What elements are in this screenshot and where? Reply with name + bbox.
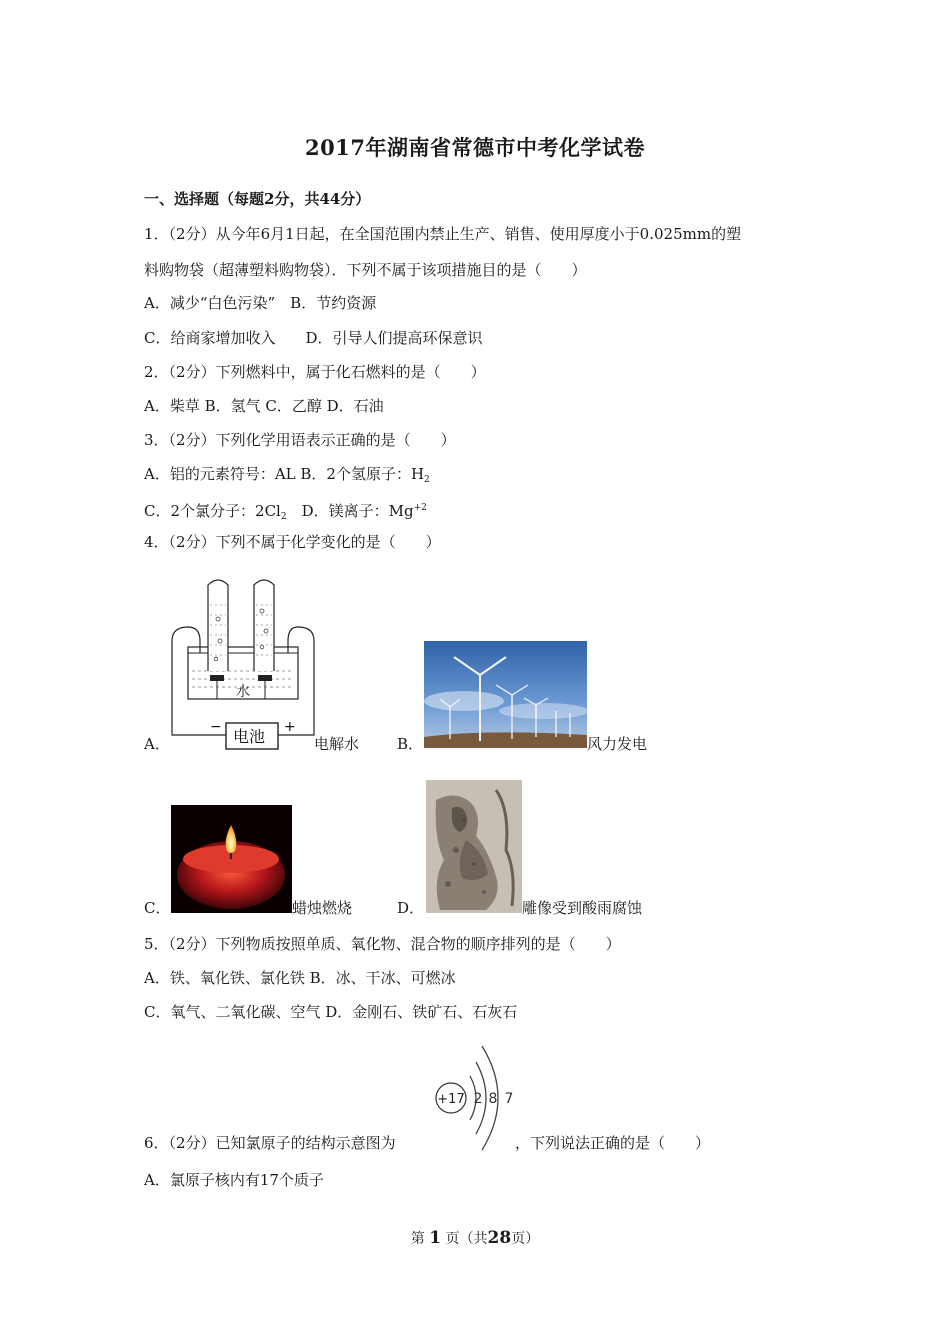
q3-options-cd: C．2个氯分子：$2Cl_2$ D．镁离子：$Mg^{+2}$ bbox=[144, 502, 427, 522]
shell-3-electrons: 7 bbox=[504, 1091, 514, 1107]
q4-option-b-label: B． bbox=[397, 735, 424, 753]
page-title: 2017年湖南省常德市中考化学试卷 bbox=[305, 135, 645, 160]
q4-option-c-label: C． bbox=[144, 899, 171, 917]
q1-stem-line2: 料购物袋（超薄塑料购物袋）．下列不属于该项措施目的是（ ） bbox=[144, 261, 587, 279]
shell-1-electrons: 2 bbox=[473, 1091, 483, 1107]
q6-option-a: A．氯原子核内有17个质子 bbox=[144, 1171, 324, 1189]
battery-label: 电池 bbox=[233, 727, 266, 746]
q2-stem: 2．（2分）下列燃料中，属于化石燃料的是（ ） bbox=[144, 363, 486, 381]
q4-option-a-caption: 电解水 bbox=[314, 735, 360, 753]
q6-stem-end: ，下列说法正确的是（ ） bbox=[515, 1134, 711, 1152]
q4-option-d-label: D． bbox=[397, 899, 425, 917]
q1-options-cd: C．给商家增加收入 D．引导人们提高环保意识 bbox=[144, 329, 483, 347]
q1-options-ab: A．减少“白色污染” B．节约资源 bbox=[144, 294, 377, 312]
q4-option-a-label: A． bbox=[144, 735, 170, 753]
wind-turbine-photo bbox=[424, 641, 587, 748]
q4-option-d-caption: 雕像受到酸雨腐蚀 bbox=[522, 899, 643, 917]
candle-photo bbox=[171, 805, 292, 913]
electrolysis-diagram bbox=[170, 575, 316, 753]
section-heading: 一、选择题（每题2分，共44分） bbox=[144, 190, 371, 208]
q4-option-c-caption: 蜡烛燃烧 bbox=[292, 899, 353, 917]
battery-minus: − bbox=[210, 719, 222, 735]
q5-options-ab: A．铁、氧化铁、氯化铁 B．冰、干冰、可燃冰 bbox=[144, 969, 456, 987]
q4-option-b-caption: 风力发电 bbox=[587, 735, 648, 753]
total-pages: 28 bbox=[487, 1228, 512, 1248]
chlorine-atom-diagram bbox=[432, 1040, 518, 1152]
water-label: 水 bbox=[236, 684, 250, 700]
q3-options-ab: A．铝的元素符号：AL B．2个氢原子：$H_2$ bbox=[144, 465, 430, 485]
statue-photo bbox=[426, 780, 522, 913]
q4-stem: 4．（2分）下列不属于化学变化的是（ ） bbox=[144, 533, 441, 551]
q6-stem-start: 6．（2分）已知氯原子的结构示意图为 bbox=[144, 1134, 396, 1152]
current-page-number: 1 bbox=[429, 1228, 442, 1248]
page-footer: 第 1 页（共28页） bbox=[410, 1228, 540, 1248]
battery-plus: + bbox=[284, 719, 296, 735]
q3-stem: 3．（2分）下列化学用语表示正确的是（ ） bbox=[144, 431, 456, 449]
shell-2-electrons: 8 bbox=[488, 1091, 498, 1107]
q1-stem-line1: 1．（2分）从今年6月1日起，在全国范围内禁止生产、销售、使用厚度小于0.025mm的塑 bbox=[144, 225, 742, 243]
q5-options-cd: C．氧气、二氧化碳、空气 D．金刚石、铁矿石、石灰石 bbox=[144, 1003, 518, 1021]
q5-stem: 5．（2分）下列物质按照单质、氧化物、混合物的顺序排列的是（ ） bbox=[144, 935, 621, 953]
q2-options: A．柴草 B．氢气 C．乙醇 D．石油 bbox=[144, 397, 384, 415]
nucleus-charge: +17 bbox=[437, 1092, 465, 1107]
